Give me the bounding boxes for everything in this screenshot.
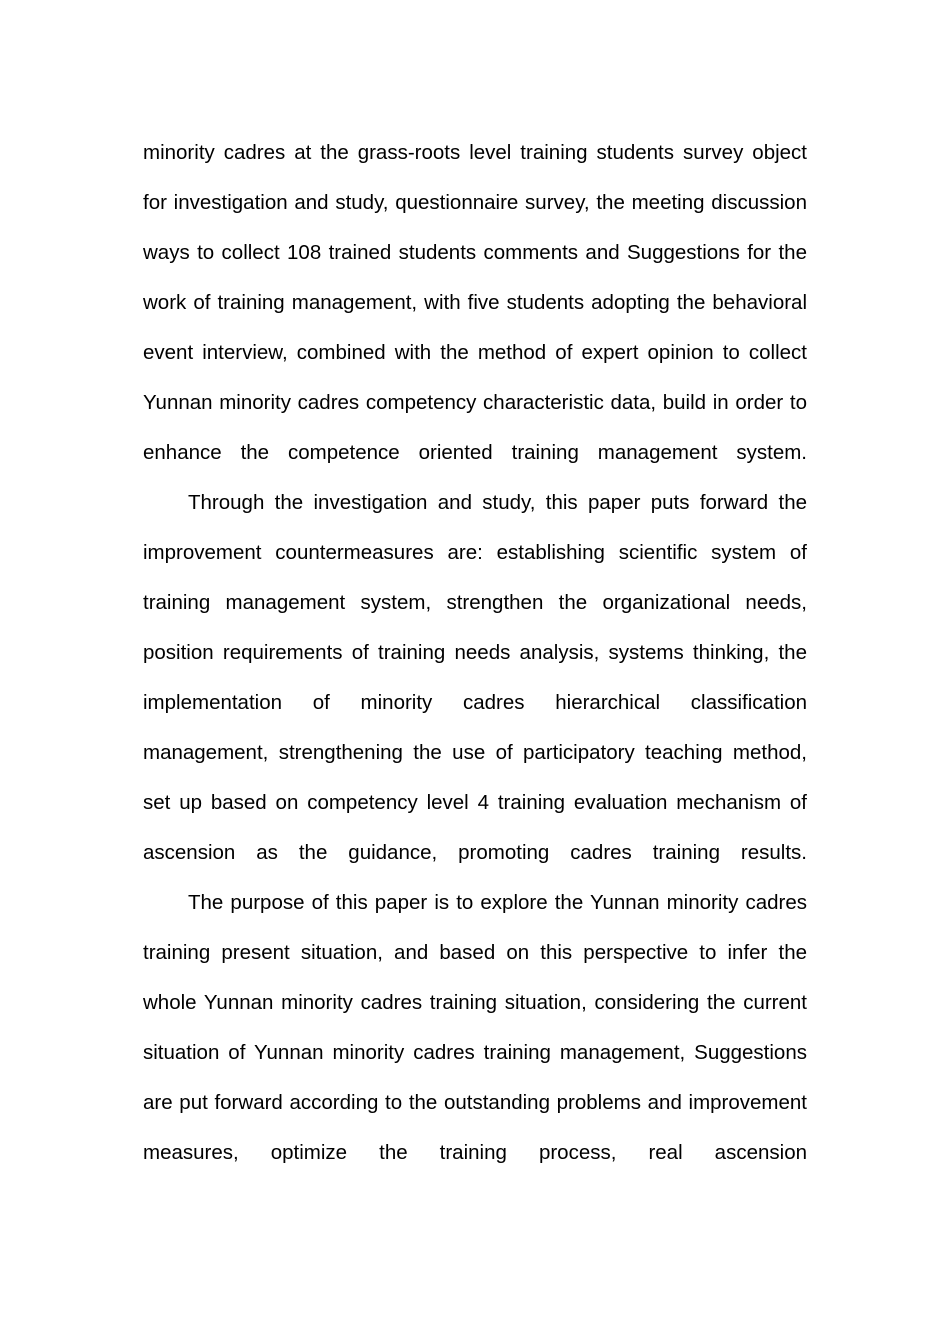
paragraph-2: Through the investigation and study, this paper puts forward the improvement countermeasures are: establishing scientific system of training management system, strengthen the organizational needs, position requirements of training needs analysis, systems thinking, the implementation of minority cadres hierarchical classification management, strengthening the use of participatory teaching method, set up based on competency level 4 training evaluation mechanism of ascension as the guidance, promoting cadres training results. bbox=[143, 491, 807, 864]
paragraph-3: The purpose of this paper is to explore the Yunnan minority cadres training present situation, and based on this perspective to infer the whole Yunnan minority cadres training situation, considering the current situation of Yunnan minority cadres training management, Suggestions are put forward according to the outstanding problems and improvement measures, optimize the training process, real ascension bbox=[143, 891, 807, 1164]
paragraph-1: minority cadres at the grass-roots level training students survey object for investigation and study, questionnaire survey, the meeting discussion ways to collect 108 trained students comments and Suggestions for the work of training management, with five students adopting the behavioral event interview, combined with the method of expert opinion to collect Yunnan minority cadres competency characteristic data, build in order to enhance the competence oriented training management system. bbox=[143, 141, 807, 464]
document-text-body bbox=[143, 128, 807, 1178]
